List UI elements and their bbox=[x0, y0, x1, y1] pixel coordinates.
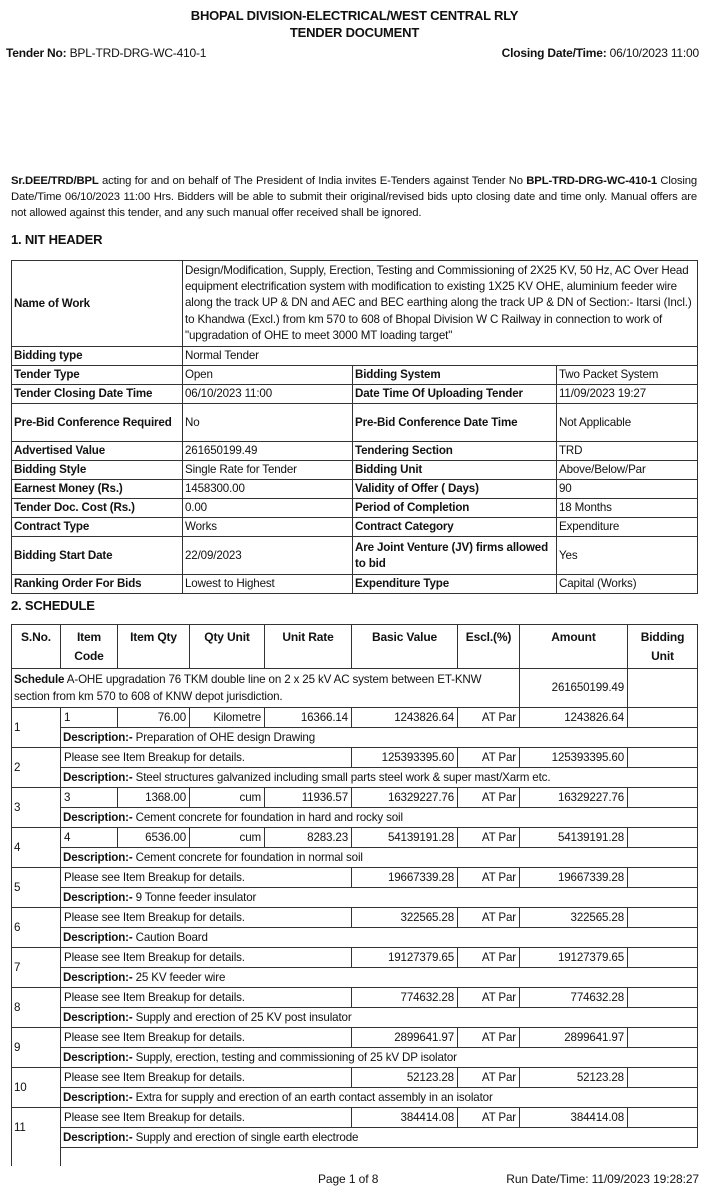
intro-paragraph bbox=[11, 173, 697, 221]
nit-label: Date Time Of Uploading Tender bbox=[353, 385, 557, 404]
nit-value: No bbox=[183, 404, 353, 442]
nit-value: 1458300.00 bbox=[183, 480, 353, 499]
schedule-bidding-unit bbox=[628, 669, 698, 708]
item-amount: 52123.28 bbox=[520, 1068, 628, 1088]
schedule-label: Schedule bbox=[14, 673, 65, 686]
item-qty-unit: Kilometre bbox=[190, 708, 265, 728]
nit-row-name-of-work bbox=[12, 261, 698, 347]
item-amount: 125393395.60 bbox=[520, 748, 628, 768]
table-row-description bbox=[12, 768, 698, 788]
nit-value: 261650199.49 bbox=[183, 442, 353, 461]
name-of-work-value: Design/Modification, Supply, Erection, Testing and Commissioning of 2X25 KV, 50 Hz, AC Over Head equipment electrification system with modification to existing 1X25 KV OHE, aluminium feeder wire along the track UP & DN and AEC and BEC earthing along the track UP & DN of Section:- Itarsi (Incl.) to Khandwa (Excl.) from km 570 to 608 of Bhopal Division W C Railway in connection to work of "upgradation of OHE to meet 3000 MT loading target" bbox=[183, 261, 698, 347]
nit-label: Bidding Style bbox=[12, 461, 183, 480]
nit-value: Open bbox=[183, 366, 353, 385]
item-description bbox=[61, 768, 698, 788]
nit-row-bidding-type bbox=[12, 347, 698, 366]
nit-label: Pre-Bid Conference Date Time bbox=[353, 404, 557, 442]
item-sno: 11 bbox=[12, 1108, 61, 1166]
nit-row bbox=[12, 442, 698, 461]
nit-value: Works bbox=[183, 518, 353, 537]
nit-value: 11/09/2023 19:27 bbox=[557, 385, 698, 404]
description-text: 25 KV feeder wire bbox=[132, 970, 226, 984]
intro-tender-no: BPL-TRD-DRG-WC-410-1 bbox=[526, 175, 657, 187]
item-basic-value: 384414.08 bbox=[352, 1108, 458, 1128]
table-row-description bbox=[12, 1048, 698, 1068]
item-amount: 54139191.28 bbox=[520, 828, 628, 848]
closing-datetime-label: Closing Date/Time: bbox=[501, 46, 607, 60]
document-org-title: BHOPAL DIVISION-ELECTRICAL/WEST CENTRAL RLY bbox=[190, 8, 519, 23]
table-row bbox=[12, 1028, 698, 1048]
item-unit-rate: 11936.57 bbox=[265, 788, 352, 808]
closing-datetime-value: 06/10/2023 11:00 bbox=[609, 46, 699, 60]
tender-number-label: Tender No: bbox=[6, 46, 67, 60]
item-basic-value: 16329227.76 bbox=[352, 788, 458, 808]
nit-label: Earnest Money (Rs.) bbox=[12, 480, 183, 499]
tender-number-value: BPL-TRD-DRG-WC-410-1 bbox=[69, 46, 207, 60]
item-sno: 9 bbox=[12, 1028, 61, 1068]
item-sno: 4 bbox=[12, 828, 61, 868]
description-label: Description:- bbox=[63, 1050, 133, 1064]
page-break-continuation bbox=[61, 1148, 698, 1166]
description-text: Cement concrete for foundation in normal soil bbox=[132, 850, 363, 864]
nit-label: Tendering Section bbox=[353, 442, 557, 461]
section-title-schedule: 2. SCHEDULE bbox=[11, 598, 95, 613]
item-amount: 774632.28 bbox=[520, 988, 628, 1008]
item-description bbox=[61, 848, 698, 868]
item-sno: 3 bbox=[12, 788, 61, 828]
nit-label: Tender Doc. Cost (Rs.) bbox=[12, 499, 183, 518]
item-description bbox=[61, 808, 698, 828]
item-description bbox=[61, 928, 698, 948]
tender-number bbox=[6, 46, 206, 60]
item-escalation: AT Par bbox=[458, 1028, 520, 1048]
table-row bbox=[12, 828, 698, 848]
item-escalation: AT Par bbox=[458, 868, 520, 888]
description-label: Description:- bbox=[63, 850, 133, 864]
item-qty-unit: cum bbox=[190, 788, 265, 808]
nit-value: 06/10/2023 11:00 bbox=[183, 385, 353, 404]
item-bidding-unit bbox=[628, 748, 698, 768]
item-escalation: AT Par bbox=[458, 788, 520, 808]
item-escalation: AT Par bbox=[458, 1108, 520, 1128]
col-header-basic-value: Basic Value bbox=[352, 625, 458, 669]
item-description bbox=[61, 1008, 698, 1028]
item-escalation: AT Par bbox=[458, 1068, 520, 1088]
description-label: Description:- bbox=[63, 1090, 133, 1104]
nit-row bbox=[12, 461, 698, 480]
item-sno: 7 bbox=[12, 948, 61, 988]
schedule-amount: 261650199.49 bbox=[520, 669, 628, 708]
nit-row bbox=[12, 537, 698, 575]
table-row bbox=[12, 908, 698, 928]
item-qty: 1368.00 bbox=[118, 788, 190, 808]
item-breakup-note: Please see Item Breakup for details. bbox=[61, 1028, 352, 1048]
table-row bbox=[12, 708, 698, 728]
item-escalation: AT Par bbox=[458, 908, 520, 928]
item-amount: 322565.28 bbox=[520, 908, 628, 928]
table-row-description bbox=[12, 1008, 698, 1028]
item-sno: 6 bbox=[12, 908, 61, 948]
nit-label: Bidding Unit bbox=[353, 461, 557, 480]
item-amount: 2899641.97 bbox=[520, 1028, 628, 1048]
description-label: Description:- bbox=[63, 970, 133, 984]
nit-label: Expenditure Type bbox=[353, 575, 557, 594]
item-bidding-unit bbox=[628, 1028, 698, 1048]
closing-datetime bbox=[502, 46, 699, 60]
item-escalation: AT Par bbox=[458, 828, 520, 848]
col-header-escalation: Escl.(%) bbox=[458, 625, 520, 669]
nit-label: Are Joint Venture (JV) firms allowed to bid bbox=[353, 537, 557, 575]
item-description bbox=[61, 1088, 698, 1108]
item-escalation: AT Par bbox=[458, 988, 520, 1008]
item-bidding-unit bbox=[628, 868, 698, 888]
item-breakup-note: Please see Item Breakup for details. bbox=[61, 1108, 352, 1128]
description-label: Description:- bbox=[63, 1010, 133, 1024]
description-text: Supply, erection, testing and commissioning of 25 kV DP isolator bbox=[132, 1050, 457, 1064]
item-amount: 19127379.65 bbox=[520, 948, 628, 968]
description-label: Description:- bbox=[63, 930, 133, 944]
schedule-table bbox=[11, 624, 698, 1166]
item-breakup-note: Please see Item Breakup for details. bbox=[61, 948, 352, 968]
nit-label: Tender Closing Date Time bbox=[12, 385, 183, 404]
nit-label: Advertised Value bbox=[12, 442, 183, 461]
item-description bbox=[61, 1048, 698, 1068]
item-qty: 76.00 bbox=[118, 708, 190, 728]
nit-value: TRD bbox=[557, 442, 698, 461]
nit-row bbox=[12, 366, 698, 385]
item-breakup-note: Please see Item Breakup for details. bbox=[61, 868, 352, 888]
nit-value: Expenditure bbox=[557, 518, 698, 537]
nit-value: Single Rate for Tender bbox=[183, 461, 353, 480]
item-escalation: AT Par bbox=[458, 948, 520, 968]
item-amount: 1243826.64 bbox=[520, 708, 628, 728]
description-text: Caution Board bbox=[132, 930, 208, 944]
nit-label: Validity of Offer ( Days) bbox=[353, 480, 557, 499]
item-code: 1 bbox=[61, 708, 118, 728]
nit-value: 18 Months bbox=[557, 499, 698, 518]
item-sno: 1 bbox=[12, 708, 61, 748]
nit-row bbox=[12, 499, 698, 518]
issuer: Sr.DEE/TRD/BPL bbox=[11, 175, 99, 187]
description-label: Description:- bbox=[63, 770, 133, 784]
description-text: Extra for supply and erection of an earth contact assembly in an isolator bbox=[132, 1090, 493, 1104]
nit-value: Yes bbox=[557, 537, 698, 575]
nit-row bbox=[12, 575, 698, 594]
nit-label: Bidding Start Date bbox=[12, 537, 183, 575]
nit-value: Two Packet System bbox=[557, 366, 698, 385]
col-header-item-qty: Item Qty bbox=[118, 625, 190, 669]
nit-value: 22/09/2023 bbox=[183, 537, 353, 575]
description-label: Description:- bbox=[63, 730, 133, 744]
item-bidding-unit bbox=[628, 988, 698, 1008]
item-breakup-note: Please see Item Breakup for details. bbox=[61, 1068, 352, 1088]
description-text: Cement concrete for foundation in hard and rocky soil bbox=[132, 810, 403, 824]
col-header-unit-rate: Unit Rate bbox=[265, 625, 352, 669]
item-basic-value: 54139191.28 bbox=[352, 828, 458, 848]
nit-row bbox=[12, 518, 698, 537]
table-row-description bbox=[12, 928, 698, 948]
col-header-bidding-unit: Bidding Unit bbox=[628, 625, 698, 669]
table-row bbox=[12, 748, 698, 768]
schedule-text: A-OHE upgradation 76 TKM double line on 2 x 25 kV AC system between ET-KNW section from km 570 to 608 of KNW depot jurisdiction. bbox=[14, 673, 482, 703]
nit-label: Period of Completion bbox=[353, 499, 557, 518]
intro-text-continued: Closing Date/Time 06/10/2023 11:00 Hrs. Bidders will be able to submit their original/revised bids upto closing date and time only. Manual offers are not allowed against this tender, and any such manual offer received shall be ignored. bbox=[11, 175, 697, 219]
item-basic-value: 125393395.60 bbox=[352, 748, 458, 768]
item-amount: 16329227.76 bbox=[520, 788, 628, 808]
nit-label: Pre-Bid Conference Required bbox=[12, 404, 183, 442]
description-text: Steel structures galvanized including small parts steel work & super mast/Xarm etc. bbox=[132, 770, 551, 784]
item-qty: 6536.00 bbox=[118, 828, 190, 848]
item-unit-rate: 16366.14 bbox=[265, 708, 352, 728]
item-basic-value: 322565.28 bbox=[352, 908, 458, 928]
nit-value: Above/Below/Par bbox=[557, 461, 698, 480]
bidding-type-value: Normal Tender bbox=[183, 347, 698, 366]
nit-value: Not Applicable bbox=[557, 404, 698, 442]
table-row bbox=[12, 788, 698, 808]
table-row bbox=[12, 1108, 698, 1128]
nit-header-table bbox=[11, 260, 698, 594]
item-basic-value: 52123.28 bbox=[352, 1068, 458, 1088]
table-row-description bbox=[12, 808, 698, 828]
nit-value: Capital (Works) bbox=[557, 575, 698, 594]
table-row-description bbox=[12, 848, 698, 868]
description-label: Description:- bbox=[63, 1130, 133, 1144]
nit-row bbox=[12, 385, 698, 404]
table-row-description bbox=[12, 968, 698, 988]
page-number: Page 1 of 8 bbox=[318, 1172, 379, 1186]
run-datetime: Run Date/Time: 11/09/2023 19:28:27 bbox=[506, 1172, 699, 1186]
description-label: Description:- bbox=[63, 890, 133, 904]
item-bidding-unit bbox=[628, 1068, 698, 1088]
item-basic-value: 774632.28 bbox=[352, 988, 458, 1008]
item-breakup-note: Please see Item Breakup for details. bbox=[61, 748, 352, 768]
item-basic-value: 19127379.65 bbox=[352, 948, 458, 968]
item-bidding-unit bbox=[628, 788, 698, 808]
item-amount: 384414.08 bbox=[520, 1108, 628, 1128]
item-description bbox=[61, 888, 698, 908]
item-sno: 8 bbox=[12, 988, 61, 1028]
item-basic-value: 19667339.28 bbox=[352, 868, 458, 888]
item-code: 3 bbox=[61, 788, 118, 808]
nit-label: Ranking Order For Bids bbox=[12, 575, 183, 594]
section-title-nit-header: 1. NIT HEADER bbox=[11, 232, 103, 247]
nit-value: 90 bbox=[557, 480, 698, 499]
item-escalation: AT Par bbox=[458, 708, 520, 728]
description-text: Supply and erection of single earth electrode bbox=[132, 1130, 359, 1144]
item-breakup-note: Please see Item Breakup for details. bbox=[61, 908, 352, 928]
bidding-type-label: Bidding type bbox=[12, 347, 183, 366]
table-row bbox=[12, 868, 698, 888]
item-basic-value: 2899641.97 bbox=[352, 1028, 458, 1048]
item-sno: 2 bbox=[12, 748, 61, 788]
item-sno: 10 bbox=[12, 1068, 61, 1108]
nit-label: Tender Type bbox=[12, 366, 183, 385]
item-bidding-unit bbox=[628, 908, 698, 928]
table-row bbox=[12, 948, 698, 968]
nit-label: Bidding System bbox=[353, 366, 557, 385]
item-escalation: AT Par bbox=[458, 748, 520, 768]
col-header-amount: Amount bbox=[520, 625, 628, 669]
table-row-description bbox=[12, 888, 698, 908]
name-of-work-label: Name of Work bbox=[12, 261, 183, 347]
nit-value: 0.00 bbox=[183, 499, 353, 518]
item-code: 4 bbox=[61, 828, 118, 848]
item-bidding-unit bbox=[628, 1108, 698, 1128]
table-row-continued bbox=[12, 1148, 698, 1166]
item-bidding-unit bbox=[628, 708, 698, 728]
schedule-header-row bbox=[12, 625, 698, 669]
item-breakup-note: Please see Item Breakup for details. bbox=[61, 988, 352, 1008]
item-description bbox=[61, 728, 698, 748]
table-row bbox=[12, 1068, 698, 1088]
table-row-description bbox=[12, 1088, 698, 1108]
description-text: Preparation of OHE design Drawing bbox=[132, 730, 315, 744]
col-header-qty-unit: Qty Unit bbox=[190, 625, 265, 669]
item-description bbox=[61, 968, 698, 988]
item-amount: 19667339.28 bbox=[520, 868, 628, 888]
item-basic-value: 1243826.64 bbox=[352, 708, 458, 728]
item-description bbox=[61, 1128, 698, 1148]
table-row bbox=[12, 988, 698, 1008]
description-label: Description:- bbox=[63, 810, 133, 824]
table-row-description bbox=[12, 1128, 698, 1148]
nit-row bbox=[12, 404, 698, 442]
schedule-group-row bbox=[12, 669, 698, 708]
schedule-description bbox=[12, 669, 520, 708]
intro-text: acting for and on behalf of The President of India invites E-Tenders against Tender No bbox=[98, 175, 527, 187]
nit-label: Contract Type bbox=[12, 518, 183, 537]
description-text: 9 Tonne feeder insulator bbox=[132, 890, 257, 904]
item-bidding-unit bbox=[628, 828, 698, 848]
table-row-description bbox=[12, 728, 698, 748]
nit-row bbox=[12, 480, 698, 499]
item-unit-rate: 8283.23 bbox=[265, 828, 352, 848]
item-bidding-unit bbox=[628, 948, 698, 968]
col-header-item-code: Item Code bbox=[61, 625, 118, 669]
col-header-sno: S.No. bbox=[12, 625, 61, 669]
nit-label: Contract Category bbox=[353, 518, 557, 537]
item-qty-unit: cum bbox=[190, 828, 265, 848]
description-text: Supply and erection of 25 KV post insulator bbox=[132, 1010, 352, 1024]
item-sno: 5 bbox=[12, 868, 61, 908]
document-title: TENDER DOCUMENT bbox=[289, 25, 420, 40]
nit-value: Lowest to Highest bbox=[183, 575, 353, 594]
